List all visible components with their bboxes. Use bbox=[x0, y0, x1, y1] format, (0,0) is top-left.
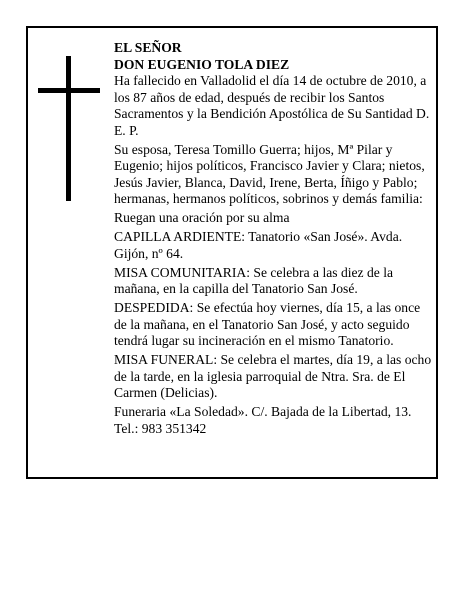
obituary-notice bbox=[26, 26, 438, 479]
funeral-mass: MISA FUNERAL: Se celebra el martes, día 19, a las ocho de la tarde, en la iglesia parroquial de Ntra. Sra. de El Carmen (Delicias). bbox=[114, 352, 432, 400]
family-list: Su esposa, Teresa Tomillo Guerra; hijos, Mª Pilar y Eugenio; hijos políticos, Francisco Javier y Clara; nietos, Jesús Javier, Blanca, David, Irene, Berta, Íñigo y Pablo; hermanas, hermanos políticos, sobrinos y demás familia: bbox=[114, 141, 425, 206]
community-mass: MISA COMUNITARIA: Se celebra a las diez de la mañana, en la capilla del Tanatorio San José. bbox=[114, 264, 394, 296]
notice-text bbox=[114, 40, 436, 440]
cross-horizontal-bar bbox=[38, 88, 100, 93]
prayer-request: Ruegan una oración por su alma bbox=[114, 210, 290, 225]
deceased-name: DON EUGENIO TOLA DIEZ bbox=[114, 56, 290, 72]
cross-vertical-bar bbox=[66, 56, 71, 201]
farewell: DESPEDIDA: Se efectúa hoy viernes, día 15, a las once de la mañana, en el Tanatorio San José, y acto seguido tendrá lugar su incineración en el mismo Tanatorio. bbox=[114, 300, 421, 348]
funeral-chapel: CAPILLA ARDIENTE: Tanatorio «San José». Avda. Gijón, nº 64. bbox=[114, 229, 403, 261]
honorific: EL SEÑOR bbox=[114, 40, 182, 55]
death-announcement: Ha fallecido en Valladolid el día 14 de octubre de 2010, a los 87 años de edad, después de recibir los Santos Sacramentos y la Bendición Apostólica de Su Santidad D. E. P. bbox=[114, 73, 430, 138]
funeral-home: Funeraria «La Soledad». C/. Bajada de la Libertad, 13. Tel.: 983 351342 bbox=[114, 404, 412, 436]
